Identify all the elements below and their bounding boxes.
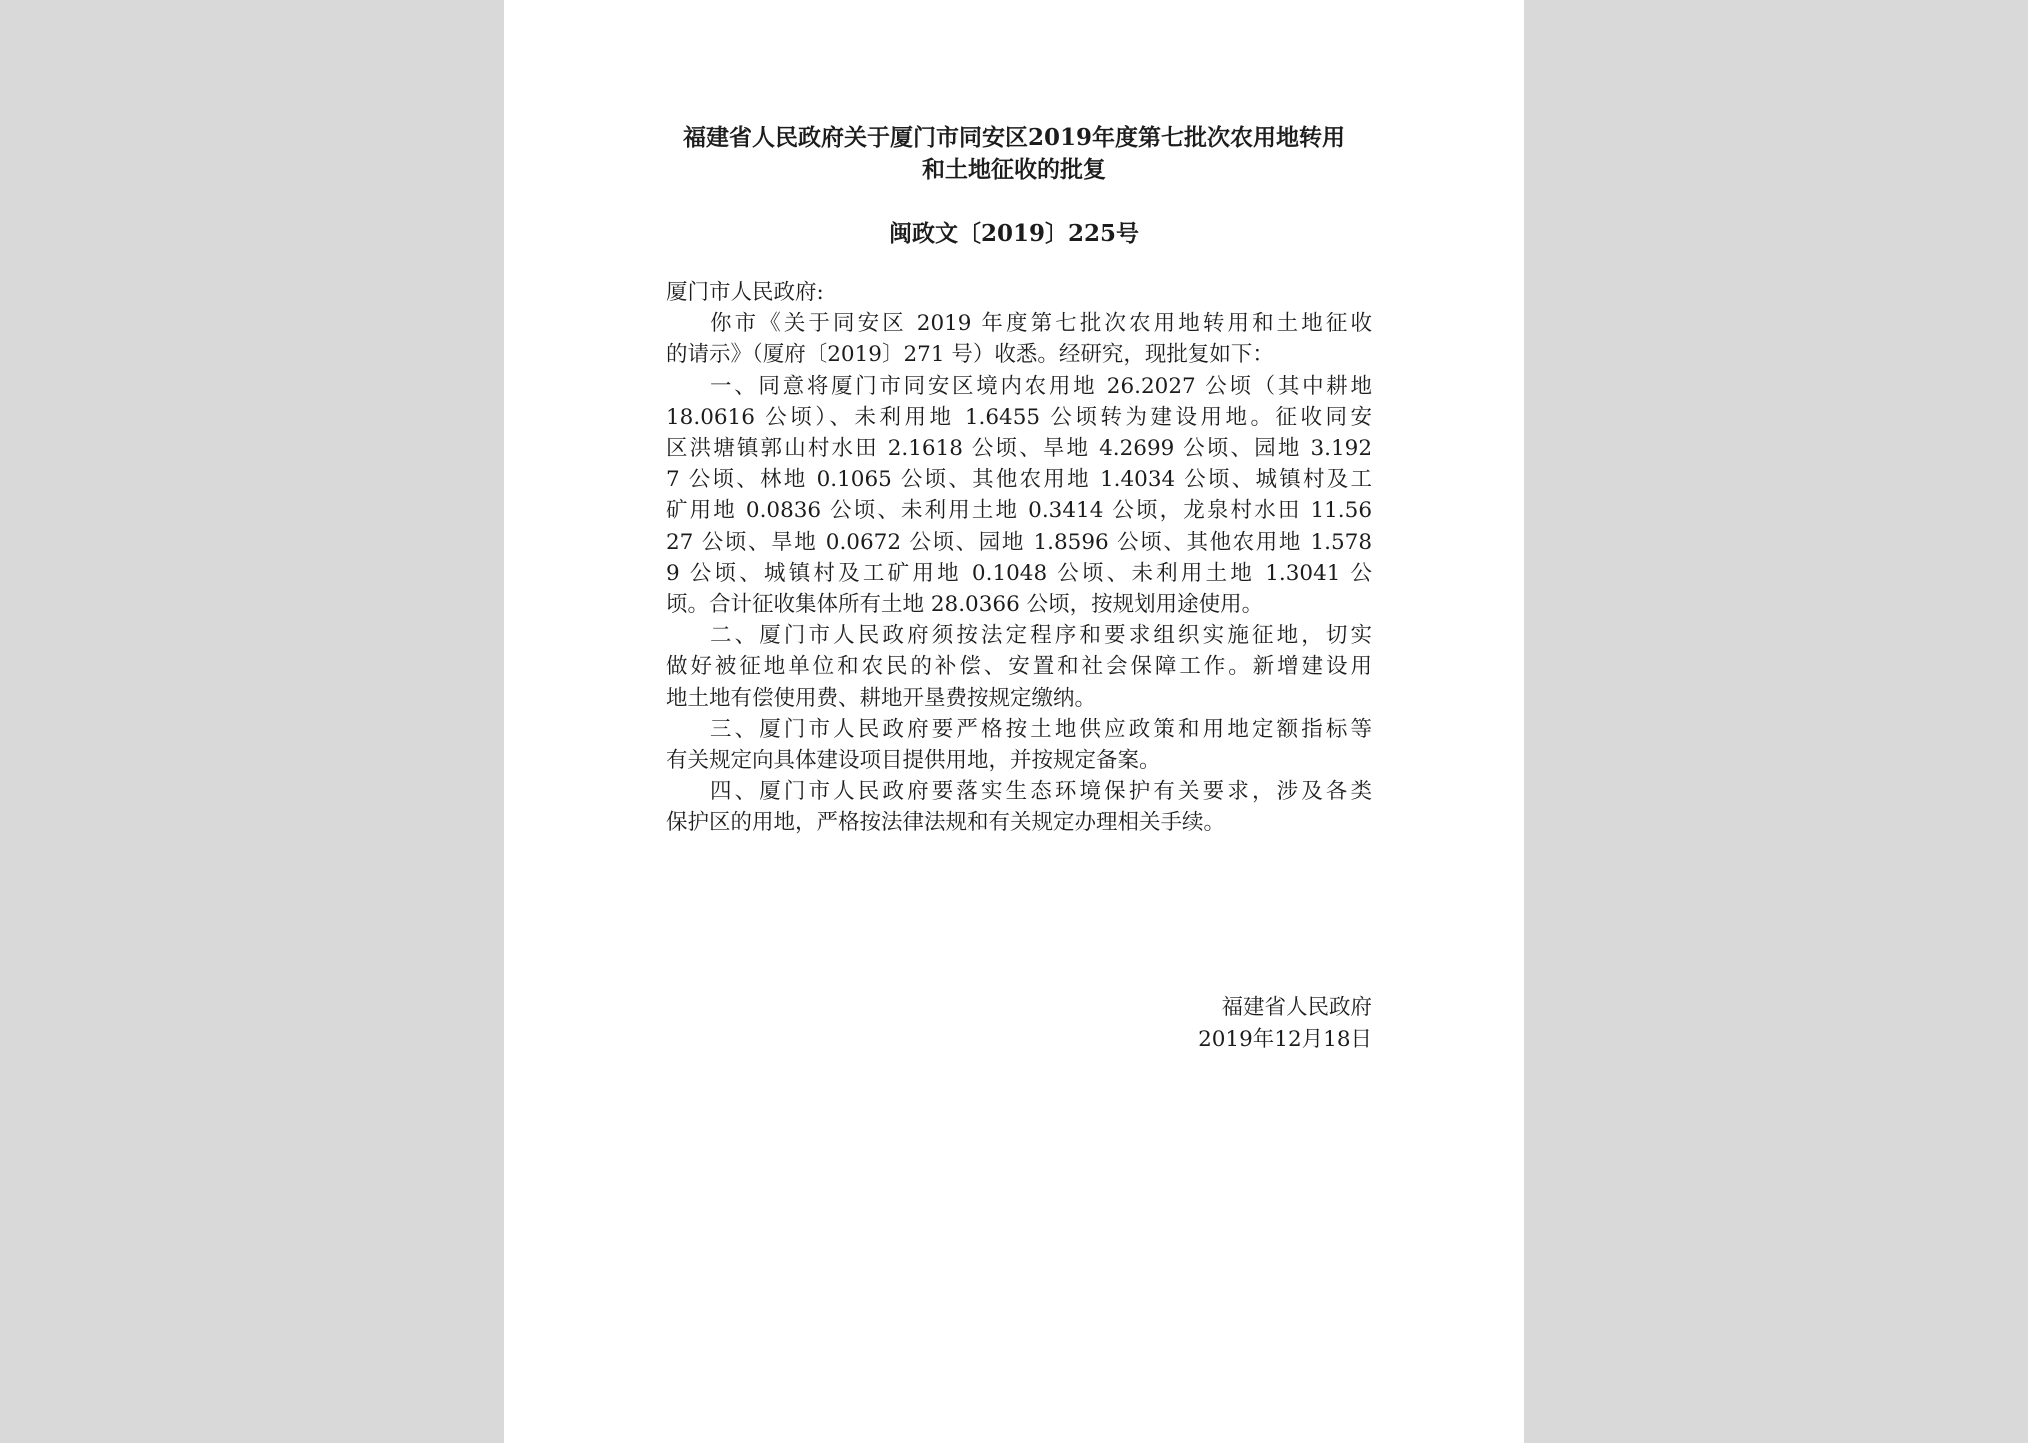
paragraph-line: 你市《关于同安区 2019 年度第七批次农用地转用和土地征收 <box>710 311 1372 337</box>
paragraph-line: 保护区的用地，严格按法律法规和有关规定办理相关手续。 <box>666 810 1226 836</box>
title-line-2: 和土地征收的批复 <box>922 156 1106 183</box>
paragraph-line: 7 公顷、林地 0.1065 公顷、其他农用地 1.4034 公顷、城镇村及工 <box>666 467 1372 493</box>
paragraph-line: 顷。合计征收集体所有土地 28.0366 公顷，按规划用途使用。 <box>666 592 1264 618</box>
paragraph-line: 27 公顷、旱地 0.0672 公顷、园地 1.8596 公顷、其他农用地 1.578 <box>666 529 1372 555</box>
paragraph-line: 矿用地 0.0836 公顷、未利用土地 0.3414 公顷，龙泉村水田 11.56 <box>666 498 1372 524</box>
paragraph-item-4 <box>666 776 1372 838</box>
paragraph-line: 一、同意将厦门市同安区境内农用地 26.2027 公顷（其中耕地 <box>710 373 1372 399</box>
paragraph-line: 做好被征地单位和农民的补偿、安置和社会保障工作。新增建设用 <box>666 654 1372 680</box>
paragraph-line: 18.0616 公顷）、未利用地 1.6455 公顷转为建设用地。征收同安 <box>666 404 1372 430</box>
paragraph-line: 三、厦门市人民政府要严格按土地供应政策和用地定额指标等 <box>710 716 1372 742</box>
paragraph-line: 有关规定向具体建设项目提供用地，并按规定备案。 <box>666 748 1161 774</box>
signature-block <box>1198 992 1372 1056</box>
title-line-1: 福建省人民政府关于厦门市同安区2019年度第七批次农用地转用 <box>682 124 1345 151</box>
document-title <box>504 122 1524 186</box>
salutation: 厦门市人民政府: <box>666 280 824 305</box>
issuer-name: 福建省人民政府 <box>1221 995 1372 1020</box>
paragraph-item-1 <box>666 371 1372 621</box>
issue-date: 2019年12月18日 <box>1198 1027 1372 1052</box>
paragraph-line: 区洪塘镇郭山村水田 2.1618 公顷、旱地 4.2699 公顷、园地 3.192 <box>666 436 1372 462</box>
paragraph-item-3 <box>666 714 1372 776</box>
paragraph-intro <box>666 308 1372 370</box>
document-number: 闽政文〔2019〕225号 <box>888 220 1140 247</box>
document-page <box>504 0 1524 1443</box>
paragraph-line: 地土地有偿使用费、耕地开垦费按规定缴纳。 <box>666 685 1097 711</box>
paragraph-line: 四、厦门市人民政府要落实生态环境保护有关要求，涉及各类 <box>710 779 1372 805</box>
paragraph-line: 9 公顷、城镇村及工矿用地 0.1048 公顷、未利用土地 1.3041 公 <box>666 560 1372 586</box>
document-body <box>666 277 1372 839</box>
paragraph-line: 二、厦门市人民政府须按法定程序和要求组织实施征地，切实 <box>710 623 1372 649</box>
paragraph-line: 的请示》（厦府〔2019〕271 号）收悉。经研究，现批复如下： <box>666 342 1274 368</box>
paragraph-item-2 <box>666 620 1372 714</box>
